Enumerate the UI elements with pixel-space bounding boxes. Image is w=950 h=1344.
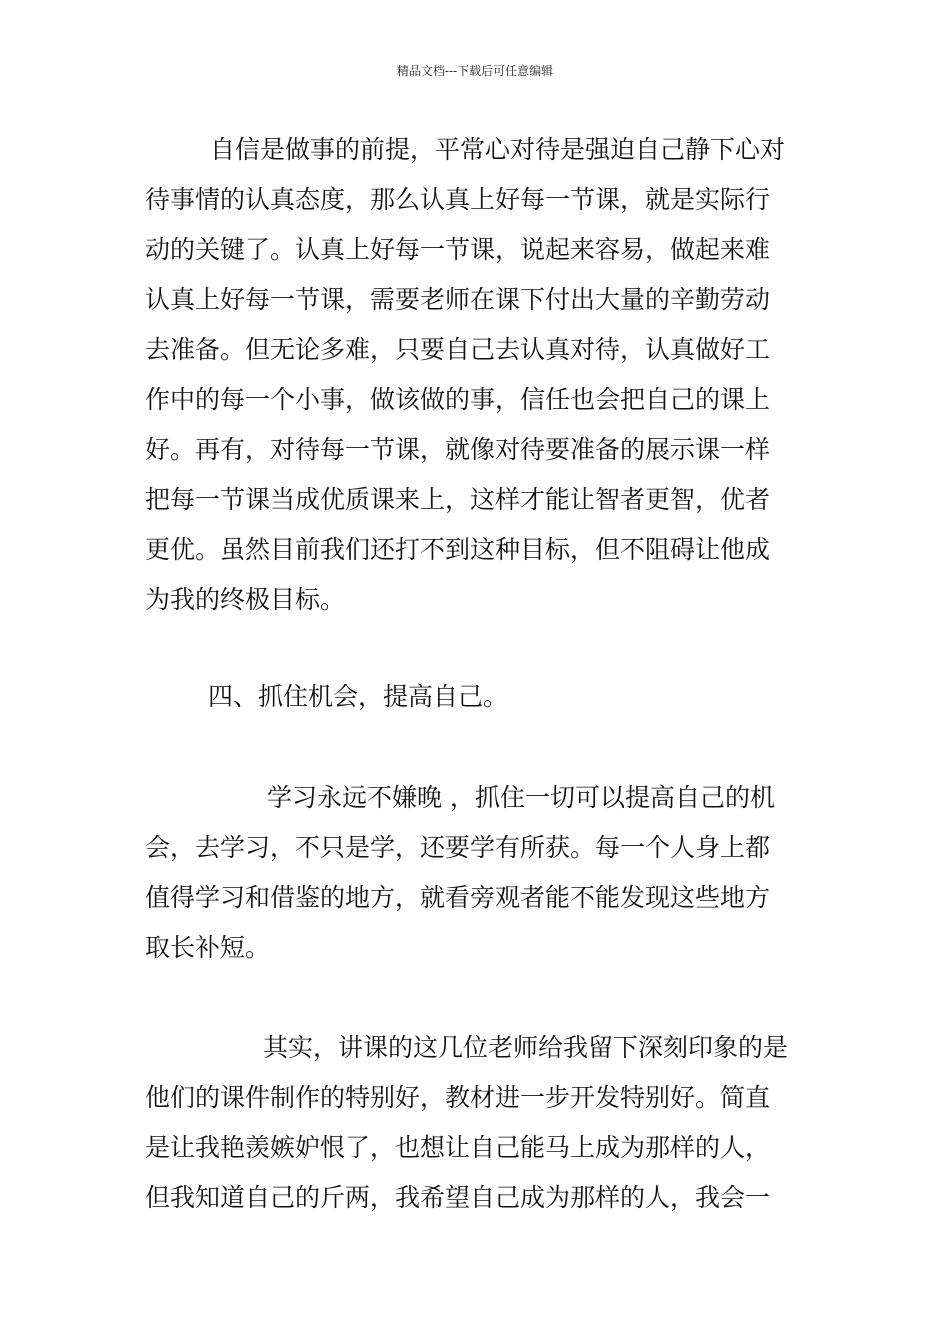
paragraph-line: 学习永远不嫌晚 ，抓住一切可以提高自己的机	[267, 783, 775, 812]
paragraph-3	[145, 1023, 810, 1223]
paragraph-line: 会，去学习，不只是学，还要学有所获。每一个人身上都	[145, 833, 771, 862]
paragraph-line: 取长补短。	[145, 933, 271, 962]
paragraph-line: 他们的课件制作的特别好，教材进一步开发特别好。简直	[145, 1083, 771, 1112]
paragraph-line: 好。再有，对待每一节课，就像对待要准备的展示课一样	[145, 435, 771, 464]
paragraph-line: 作中的每一个小事，做该做的事，信任也会把自己的课上	[145, 385, 771, 414]
paragraph-line: 更优。虽然目前我们还打不到这种目标，但不阻碍让他成	[145, 535, 771, 564]
paragraph-line: 认真上好每一节课，需要老师在课下付出大量的辛勤劳动	[145, 285, 771, 314]
paragraph-line: 但我知道自己的斤两，我希望自己成为那样的人，我会一	[145, 1183, 771, 1212]
paragraph-line: 值得学习和借鉴的地方，就看旁观者能不能发现这些地方	[145, 883, 771, 912]
paragraph-1	[145, 125, 810, 625]
paragraph-2	[145, 773, 810, 973]
paragraph-line: 是让我艳羡嫉妒恨了，也想让自己能马上成为那样的人，	[145, 1133, 771, 1162]
paragraph-line: 去准备。但无论多难，只要自己去认真对待，认真做好工	[145, 335, 771, 364]
paragraph-line: 待事情的认真态度，那么认真上好每一节课，就是实际行	[145, 185, 771, 214]
section-heading-text: 四、抓住机会，提高自己。	[208, 682, 509, 711]
paragraph-line: 把每一节课当成优质课来上，这样才能让智者更智，优者	[145, 485, 771, 514]
paragraph-line: 为我的终极目标。	[145, 585, 346, 614]
paragraph-line: 自信是做事的前提，平常心对待是强迫自己静下心对	[210, 135, 786, 164]
page-header: 精品文档---下载后可任意编辑	[396, 64, 554, 78]
section-heading	[145, 672, 810, 722]
paragraph-line: 动的关键了。认真上好每一节课，说起来容易，做起来难	[145, 235, 771, 264]
paragraph-line: 其实，讲课的这几位老师给我留下深刻印象的是	[263, 1033, 789, 1062]
